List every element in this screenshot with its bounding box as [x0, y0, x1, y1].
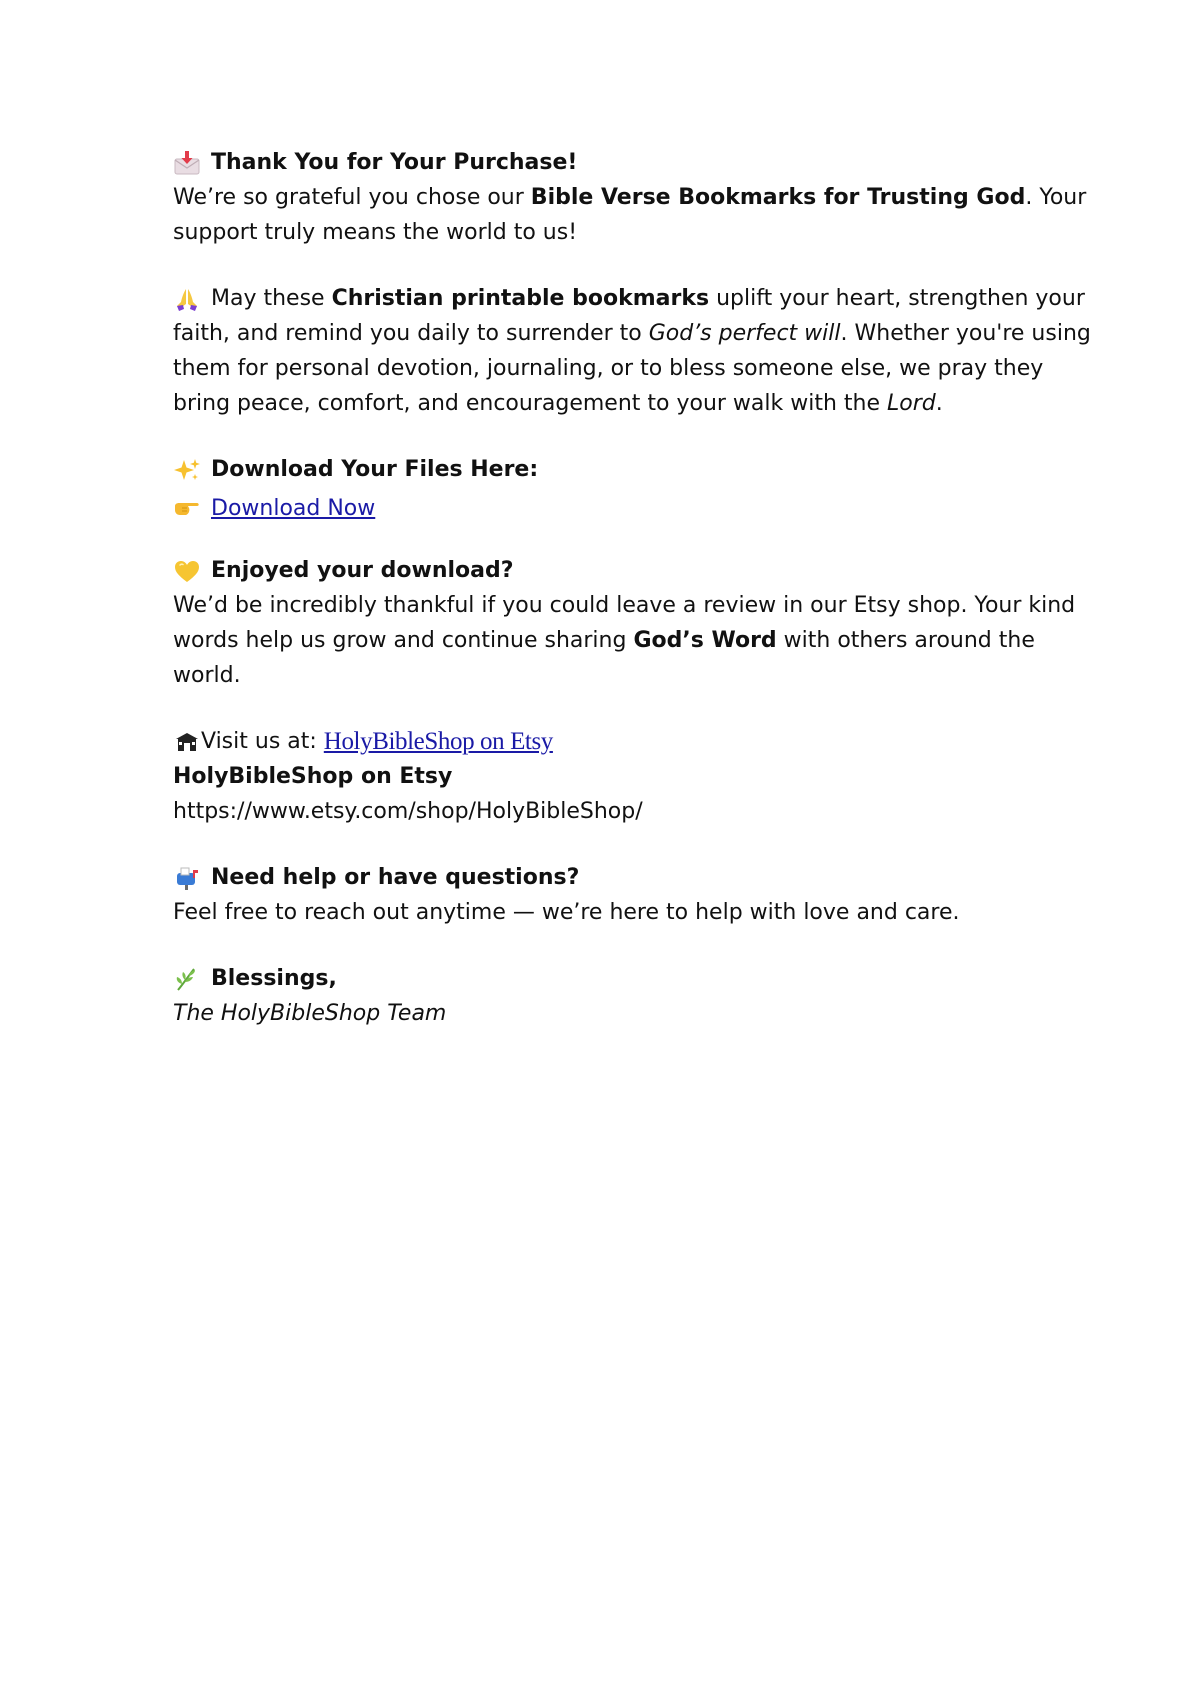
review-l2-a: words help us grow and continue sharing [173, 628, 634, 653]
thanks-text-line-2 [173, 215, 1043, 250]
download-heading: Download Your Files Here: [211, 457, 539, 482]
thanks-text-line-1 [173, 180, 1087, 215]
herb-icon [173, 966, 203, 992]
prayer-line-1 [173, 281, 1085, 316]
thanks-text-a: We’re so grateful you chose our [173, 185, 531, 210]
prayer-l2-b: God’s perfect will [648, 321, 841, 346]
download-link-line [173, 491, 1043, 526]
review-line-1 [173, 588, 1076, 623]
prayer-l3: them for personal devotion, journaling, or to bless someone else, we pray they [173, 356, 1044, 381]
prayer-l2-a: faith, and remind you daily to surrender to [173, 321, 649, 346]
mailbox-icon [173, 865, 203, 891]
shop-icon [173, 729, 195, 755]
help-text: Feel free to reach out anytime — we’re here to help with love and care. [173, 900, 960, 925]
help-heading-line [173, 860, 1043, 895]
prayer-line-2 [173, 316, 1091, 351]
review-l2-c: with others around the [776, 628, 1035, 653]
prayer-line-3 [173, 351, 1043, 386]
product-name: Bible Verse Bookmarks for Trusting God [530, 185, 1026, 210]
prayer-l1-b: Christian printable bookmarks [331, 286, 710, 311]
thanks-text-c: . Your [1025, 185, 1087, 210]
help-text-line [173, 895, 1043, 930]
thanks-text-d: support truly means the world to us! [173, 220, 578, 245]
pointing-hand-icon [173, 496, 203, 522]
signature: The HolyBibleShop Team [173, 1001, 447, 1026]
download-heading-line [173, 452, 1043, 487]
document-body [173, 145, 1091, 1031]
closing-heading-line [173, 961, 1043, 996]
prayer-l4-b: Lord [887, 391, 936, 416]
thanks-heading: Thank You for Your Purchase! [211, 150, 578, 175]
review-heading: Enjoyed your download? [211, 558, 514, 583]
visit-prefix: Visit us at: [201, 729, 324, 754]
review-heading-line [173, 553, 1043, 588]
signature-line [173, 996, 1043, 1031]
prayer-l1-a: May these [211, 286, 332, 311]
review-l1: We’d be incredibly thankful if you could leave a review in our Etsy shop. Your kind [173, 593, 1076, 618]
download-now-link[interactable]: Download Now [211, 496, 376, 521]
prayer-l2-c: . Whether you're using [840, 321, 1091, 346]
shop-url: https://www.etsy.com/shop/HolyBibleShop/ [173, 799, 643, 824]
visit-line [173, 724, 1043, 759]
prayer-l4-c: . [935, 391, 943, 416]
review-l3: world. [173, 663, 241, 688]
prayer-l1-c: uplift your heart, strengthen your [709, 286, 1085, 311]
shop-url-line [173, 794, 1043, 829]
shop-title: HolyBibleShop on Etsy [173, 764, 453, 789]
thanks-heading-line [173, 145, 1043, 180]
etsy-shop-link[interactable]: HolyBibleShop on Etsy [323, 728, 553, 755]
review-line-2 [173, 623, 1043, 658]
help-heading: Need help or have questions? [211, 865, 580, 890]
shop-title-line [173, 759, 1043, 794]
prayer-line-4 [173, 386, 1043, 421]
sparkles-icon [173, 457, 203, 483]
closing-heading: Blessings, [211, 966, 337, 991]
yellow-heart-icon [173, 558, 203, 584]
review-l2-b: God’s Word [633, 628, 777, 653]
review-line-3 [173, 658, 1043, 693]
prayer-l4-a: bring peace, comfort, and encouragement to your walk with the [173, 391, 888, 416]
praying-hands-icon [173, 286, 203, 312]
envelope-arrow-icon [173, 150, 203, 176]
